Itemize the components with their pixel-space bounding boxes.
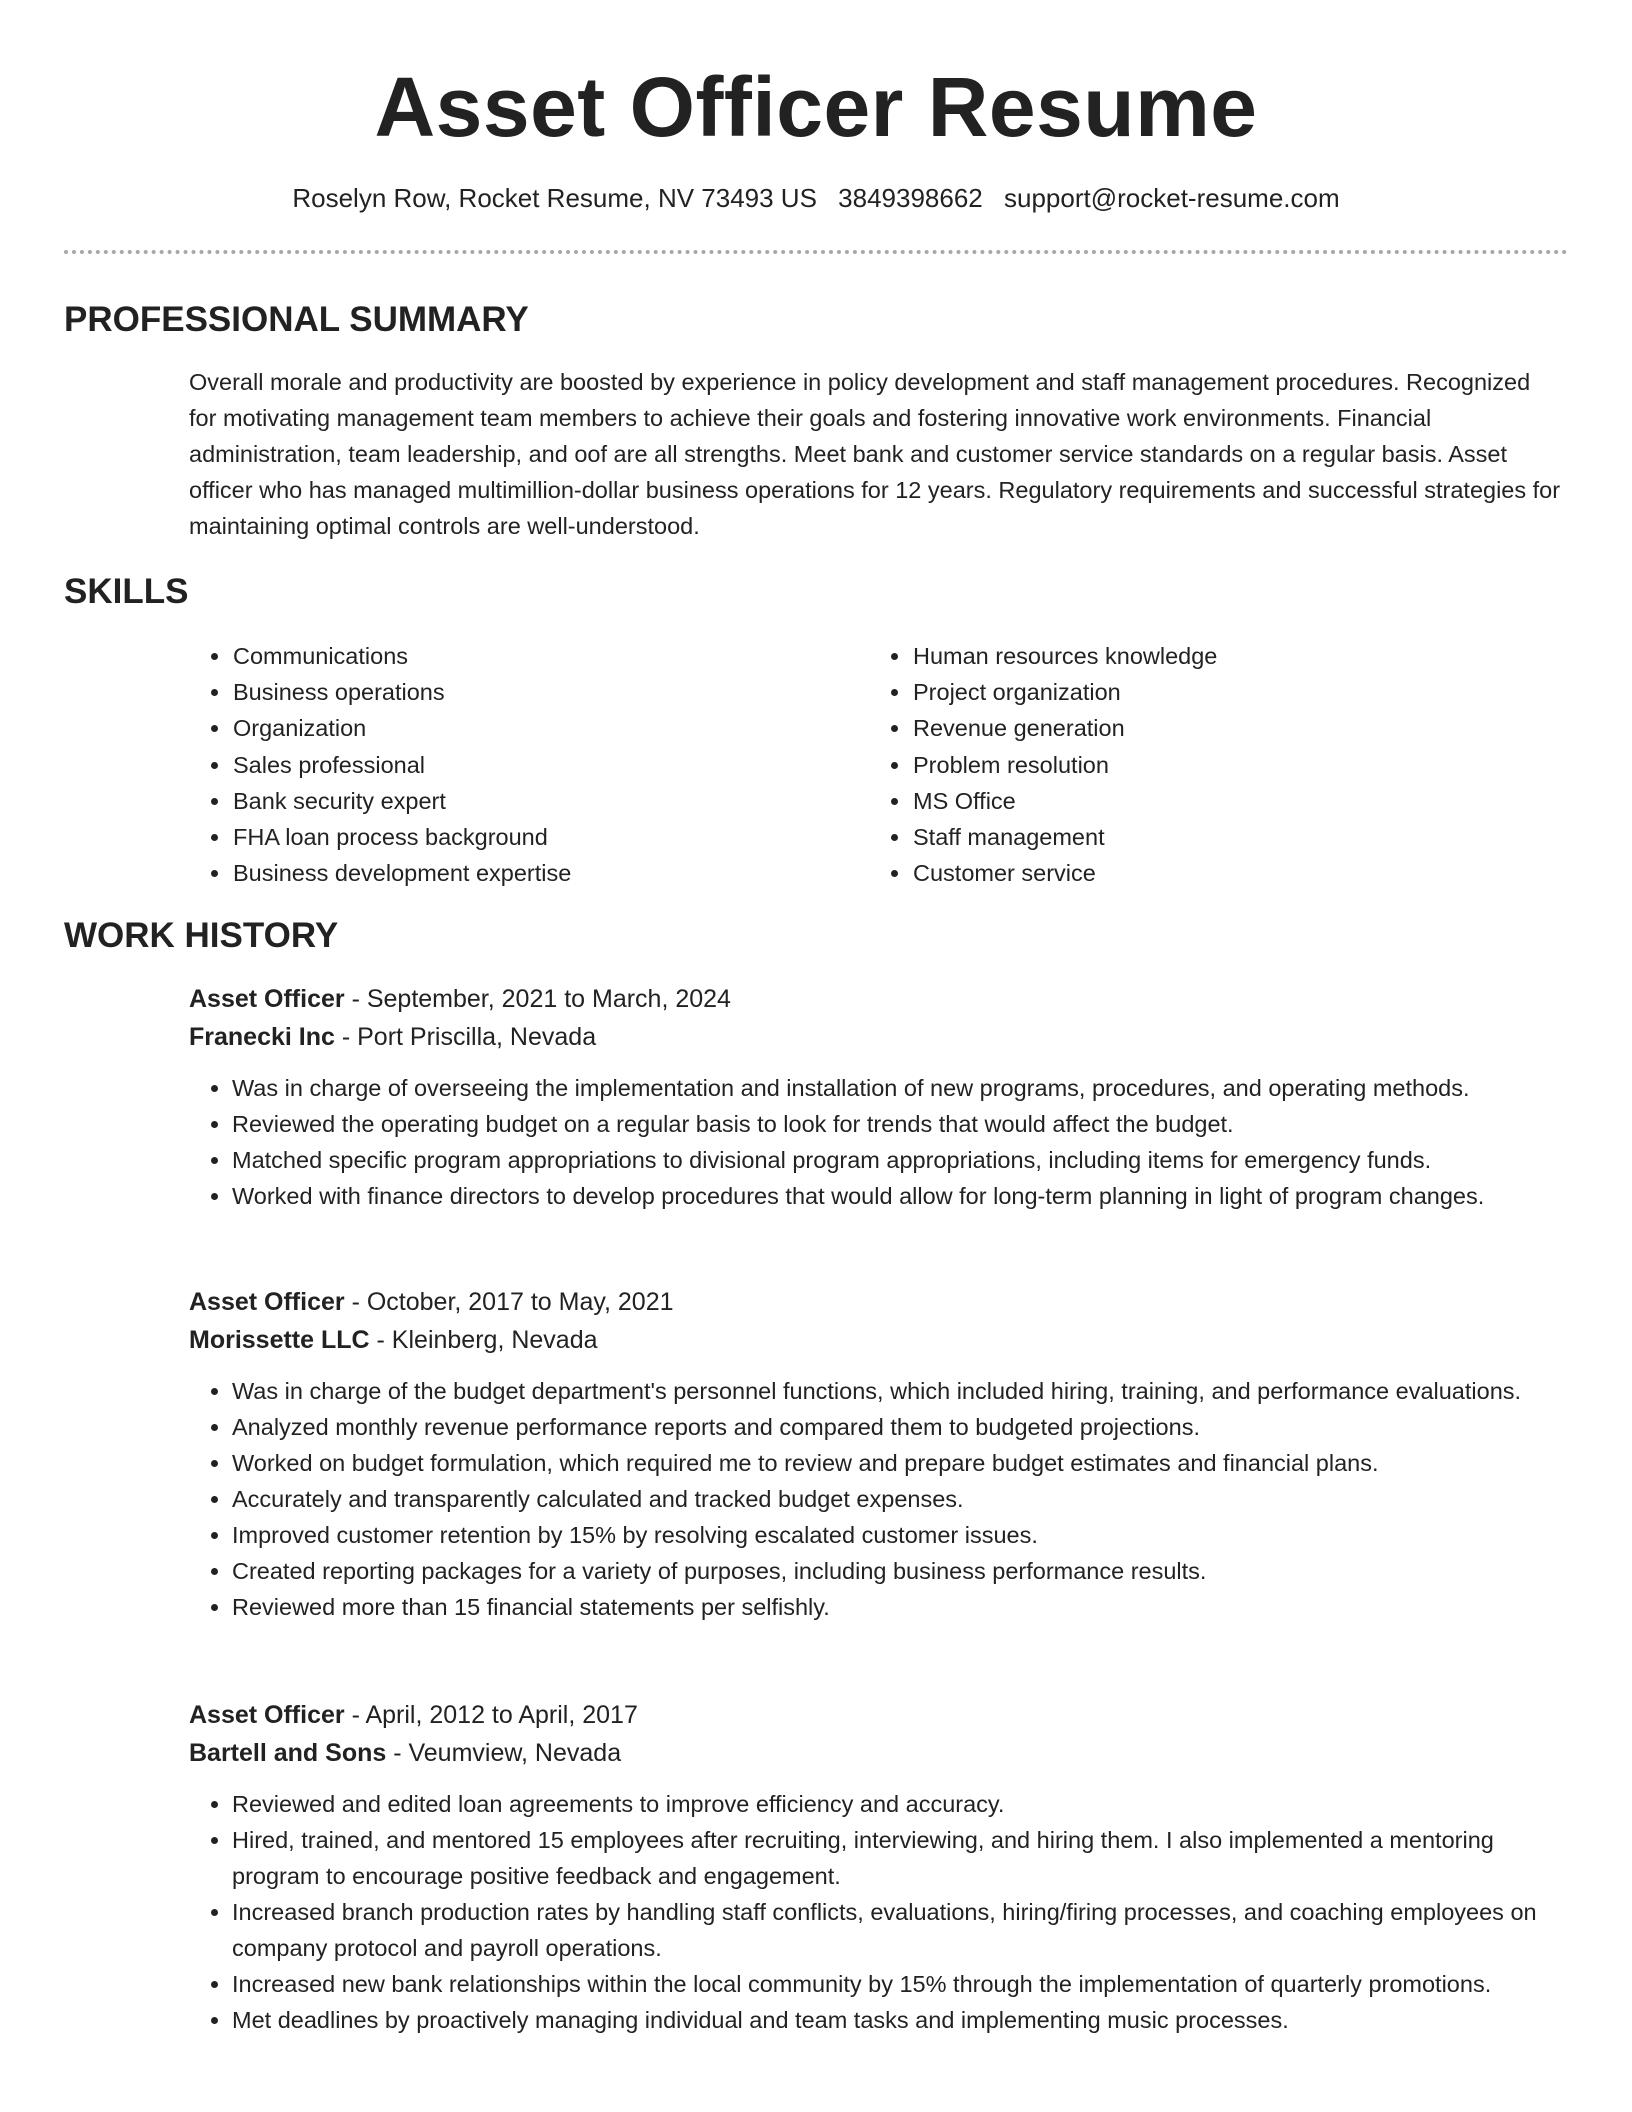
skill-item: • Communications (232, 638, 832, 674)
job-company: Morissette LLC (189, 1326, 370, 1354)
job-bullet: • Reviewed and edited loan agreements to improve efficiency and accuracy. (232, 1786, 1569, 1822)
job-location: - Port Priscilla, Nevada (334, 1023, 597, 1051)
job-bullet: • Reviewed more than 15 financial statements per selfishly. (232, 1589, 1569, 1625)
job-title: Asset Officer (189, 1701, 345, 1729)
job-company-line (189, 1734, 1569, 1772)
job-bullet: • Matched specific program appropriations to divisional program appropriations, including items for emergency funds. (232, 1142, 1569, 1178)
skills-list-left (189, 638, 832, 891)
job-dates: - September, 2021 to March, 2024 (344, 985, 731, 1013)
job-bullet-list (189, 1373, 1569, 1625)
job-location: - Kleinberg, Nevada (369, 1326, 598, 1354)
job-bullet: • Reviewed the operating budget on a regular basis to look for trends that would affect the budget. (232, 1106, 1569, 1142)
job-entry (189, 1696, 1569, 2038)
skills-list-right (869, 638, 1572, 891)
work-history-heading: WORK HISTORY (64, 916, 339, 955)
contact-phone: 3849398662 (838, 183, 983, 213)
job-company: Franecki Inc (189, 1023, 335, 1051)
skill-item: • Staff management (912, 819, 1572, 855)
job-title: Asset Officer (189, 1288, 345, 1316)
summary-text: Overall morale and productivity are boosted by experience in policy development and staff management procedures. Recognized for motivating management team members to achieve their goals and fostering innovative work environments. Financial administration, team leadership, and oof are all strengths. Meet bank and customer service standards on a regular basis. Asset officer who has managed multimillion-dollar business operations for 12 years. Regulatory requirements and successful strategies for maintaining optimal controls are well-understood. (189, 369, 1561, 539)
skill-item: • Business development expertise (232, 855, 832, 891)
job-bullet: • Created reporting packages for a variety of purposes, including business performance results. (232, 1553, 1569, 1589)
contact-email: support@rocket-resume.com (1004, 183, 1340, 213)
job-company-line (189, 1018, 1569, 1056)
job-bullet: • Was in charge of the budget department's personnel functions, which included hiring, training, and performance evaluations. (232, 1373, 1569, 1409)
skill-item: • FHA loan process background (232, 819, 832, 855)
job-bullet: • Improved customer retention by 15% by resolving escalated customer issues. (232, 1517, 1569, 1553)
skill-item: • Organization (232, 710, 832, 746)
skill-item: • Business operations (232, 674, 832, 710)
skill-item: • Project organization (912, 674, 1572, 710)
job-bullet: • Worked on budget formulation, which required me to review and prepare budget estimates and financial plans. (232, 1445, 1569, 1481)
skill-item: • Customer service (912, 855, 1572, 891)
job-dates: - April, 2012 to April, 2017 (344, 1701, 638, 1729)
skill-item: • Human resources knowledge (912, 638, 1572, 674)
job-entry (189, 980, 1569, 1214)
job-company-line (189, 1321, 1569, 1359)
contact-line (0, 180, 1632, 216)
job-bullet: • Increased branch production rates by handling staff conflicts, evaluations, hiring/firing processes, and coaching employees on company protocol and payroll operations. (232, 1894, 1569, 1966)
skill-item: • Problem resolution (912, 747, 1572, 783)
job-bullet: • Increased new bank relationships within the local community by 15% through the implementation of quarterly promotions. (232, 1966, 1569, 2002)
job-bullet-list (189, 1786, 1569, 2038)
job-bullet: • Met deadlines by proactively managing individual and team tasks and implementing music processes. (232, 2002, 1569, 2038)
skill-item: • MS Office (912, 783, 1572, 819)
job-dates: - October, 2017 to May, 2021 (344, 1288, 674, 1316)
skill-item: • Bank security expert (232, 783, 832, 819)
skill-item: • Revenue generation (912, 710, 1572, 746)
job-location: - Veumview, Nevada (386, 1739, 622, 1767)
job-company: Bartell and Sons (189, 1739, 387, 1767)
job-title-line (189, 1283, 1569, 1321)
skill-item: • Sales professional (232, 747, 832, 783)
job-entry (189, 1283, 1569, 1625)
skills-heading: SKILLS (64, 572, 189, 611)
summary-heading: PROFESSIONAL SUMMARY (64, 300, 529, 339)
job-bullet-list (189, 1070, 1569, 1214)
job-bullet: • Was in charge of overseeing the implementation and installation of new programs, procedures, and operating methods. (232, 1070, 1569, 1106)
contact-address: Roselyn Row, Rocket Resume, NV 73493 US (292, 183, 817, 213)
job-title-line (189, 980, 1569, 1018)
job-bullet: • Worked with finance directors to develop procedures that would allow for long-term planning in light of program changes. (232, 1178, 1569, 1214)
header-divider (64, 250, 1568, 254)
job-bullet: • Accurately and transparently calculated and tracked budget expenses. (232, 1481, 1569, 1517)
job-title: Asset Officer (189, 985, 345, 1013)
resume-title: Asset Officer Resume (374, 60, 1258, 154)
job-title-line (189, 1696, 1569, 1734)
job-bullet: • Hired, trained, and mentored 15 employees after recruiting, interviewing, and hiring them. I also implemented a mentoring program to encourage positive feedback and engagement. (232, 1822, 1569, 1894)
job-bullet: • Analyzed monthly revenue performance reports and compared them to budgeted projections. (232, 1409, 1569, 1445)
